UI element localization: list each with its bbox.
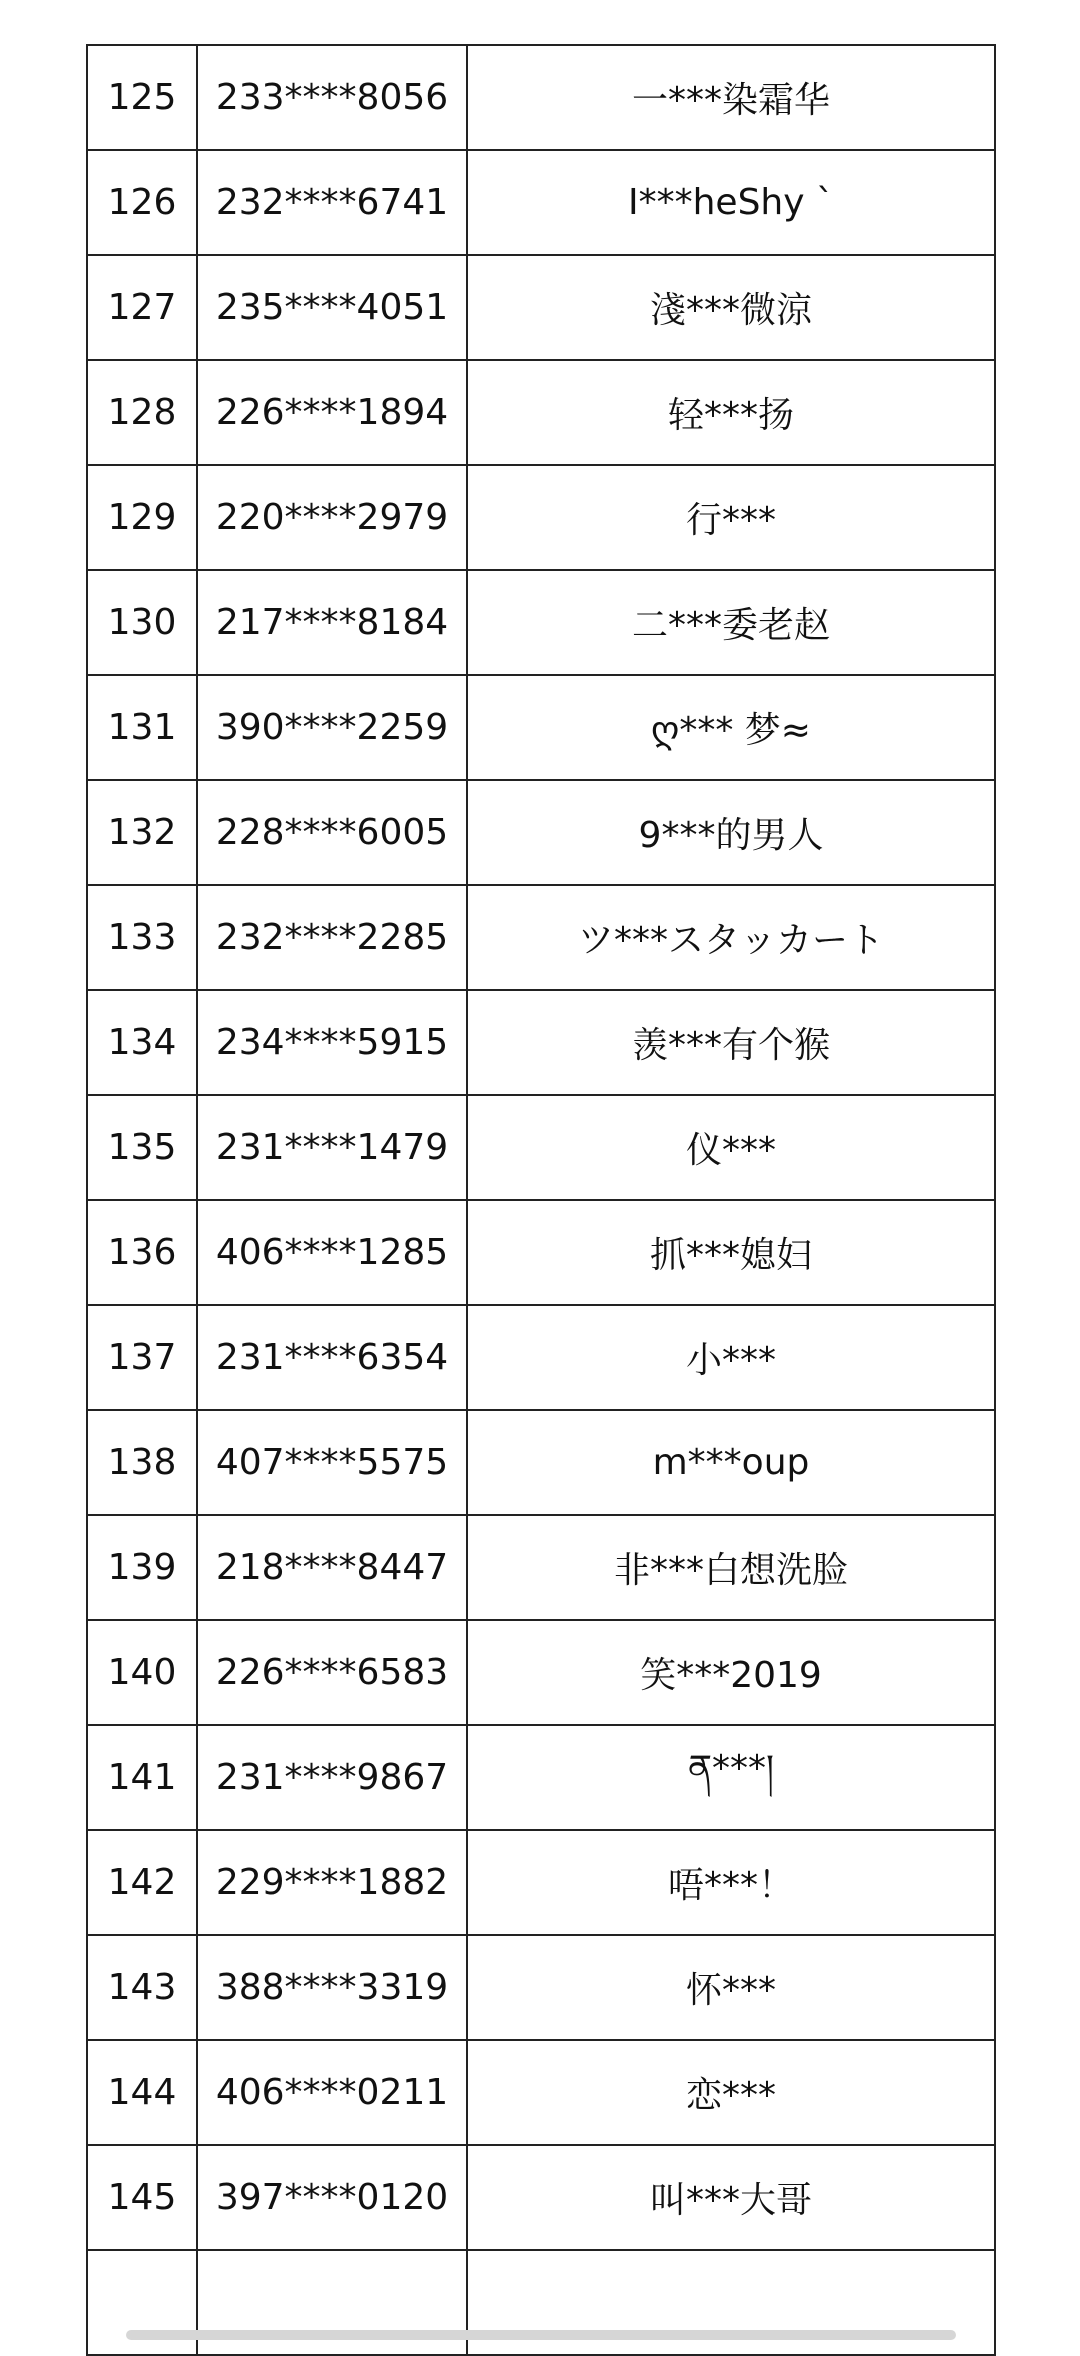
nickname-cell: ツ***スタッカート <box>467 885 995 990</box>
user-id-cell: 397****0120 <box>197 2145 467 2250</box>
table-row <box>87 1200 995 1305</box>
rank-cell: 132 <box>87 780 197 885</box>
rank-cell: 140 <box>87 1620 197 1725</box>
partial-row-shade <box>126 2330 956 2340</box>
user-id-cell: 406****0211 <box>197 2040 467 2145</box>
rank-cell: 142 <box>87 1830 197 1935</box>
rank-cell: 125 <box>87 45 197 150</box>
rank-cell: 145 <box>87 2145 197 2250</box>
nickname-cell: 抓***媳妇 <box>467 1200 995 1305</box>
table-row <box>87 990 995 1095</box>
user-id-cell: 228****6005 <box>197 780 467 885</box>
table-row <box>87 45 995 150</box>
table-row <box>87 1305 995 1410</box>
nickname-cell: 9***的男人 <box>467 780 995 885</box>
rank-cell: 144 <box>87 2040 197 2145</box>
rank-cell: 134 <box>87 990 197 1095</box>
user-id-cell: 218****8447 <box>197 1515 467 1620</box>
nickname-cell: 唔***！ <box>467 1830 995 1935</box>
nickname-cell: 淺***微涼 <box>467 255 995 360</box>
user-id-cell: 231****6354 <box>197 1305 467 1410</box>
nickname-cell: 非***白想洗脸 <box>467 1515 995 1620</box>
table-row <box>87 1620 995 1725</box>
table-row <box>87 570 995 675</box>
table-row <box>87 2040 995 2145</box>
nickname-cell: 怀*** <box>467 1935 995 2040</box>
user-id-cell: 235****4051 <box>197 255 467 360</box>
user-id-cell: 232****2285 <box>197 885 467 990</box>
rank-cell: 128 <box>87 360 197 465</box>
table-row <box>87 1095 995 1200</box>
table-row <box>87 885 995 990</box>
table-row <box>87 1725 995 1830</box>
rank-cell: 137 <box>87 1305 197 1410</box>
user-id-cell: 232****6741 <box>197 150 467 255</box>
user-id-cell: 229****1882 <box>197 1830 467 1935</box>
rank-cell: 127 <box>87 255 197 360</box>
nickname-cell: 一***染霜华 <box>467 45 995 150</box>
user-id-cell: 388****3319 <box>197 1935 467 2040</box>
nickname-cell: 行*** <box>467 465 995 570</box>
rank-cell: 138 <box>87 1410 197 1515</box>
table-row <box>87 780 995 885</box>
table-row <box>87 465 995 570</box>
user-id-cell: 231****1479 <box>197 1095 467 1200</box>
table-row <box>87 2145 995 2250</box>
nickname-cell: ན***། <box>467 1725 995 1830</box>
user-id-cell: 406****1285 <box>197 1200 467 1305</box>
user-id-cell: 390****2259 <box>197 675 467 780</box>
nickname-cell: 仪*** <box>467 1095 995 1200</box>
table-row <box>87 1935 995 2040</box>
rank-cell: 129 <box>87 465 197 570</box>
user-id-cell: 217****8184 <box>197 570 467 675</box>
nickname-cell: I***heShy ` <box>467 150 995 255</box>
nickname-cell: 轻***扬 <box>467 360 995 465</box>
table-row <box>87 1515 995 1620</box>
rank-cell: 139 <box>87 1515 197 1620</box>
user-id-cell: 233****8056 <box>197 45 467 150</box>
table-row <box>87 675 995 780</box>
nickname-cell: 恋*** <box>467 2040 995 2145</box>
rank-cell: 126 <box>87 150 197 255</box>
rank-cell: 141 <box>87 1725 197 1830</box>
nickname-cell: 小*** <box>467 1305 995 1410</box>
rank-cell: 143 <box>87 1935 197 2040</box>
winners-table-container <box>86 44 994 2356</box>
rank-cell: 136 <box>87 1200 197 1305</box>
rank-cell: 131 <box>87 675 197 780</box>
table-row <box>87 1830 995 1935</box>
user-id-cell: 226****6583 <box>197 1620 467 1725</box>
table-row <box>87 255 995 360</box>
winners-table <box>86 44 996 2356</box>
winners-table-body <box>87 45 995 2355</box>
user-id-cell: 234****5915 <box>197 990 467 1095</box>
table-row <box>87 150 995 255</box>
rank-cell: 133 <box>87 885 197 990</box>
user-id-cell: 220****2979 <box>197 465 467 570</box>
nickname-cell: ღ*** 梦≈ <box>467 675 995 780</box>
nickname-cell: 二***委老赵 <box>467 570 995 675</box>
nickname-cell: m***oup <box>467 1410 995 1515</box>
user-id-cell: 226****1894 <box>197 360 467 465</box>
table-row <box>87 360 995 465</box>
nickname-cell: 笑***2019 <box>467 1620 995 1725</box>
rank-cell: 135 <box>87 1095 197 1200</box>
user-id-cell: 407****5575 <box>197 1410 467 1515</box>
user-id-cell: 231****9867 <box>197 1725 467 1830</box>
rank-cell: 130 <box>87 570 197 675</box>
table-row <box>87 1410 995 1515</box>
nickname-cell: 羡***有个猴 <box>467 990 995 1095</box>
nickname-cell: 叫***大哥 <box>467 2145 995 2250</box>
